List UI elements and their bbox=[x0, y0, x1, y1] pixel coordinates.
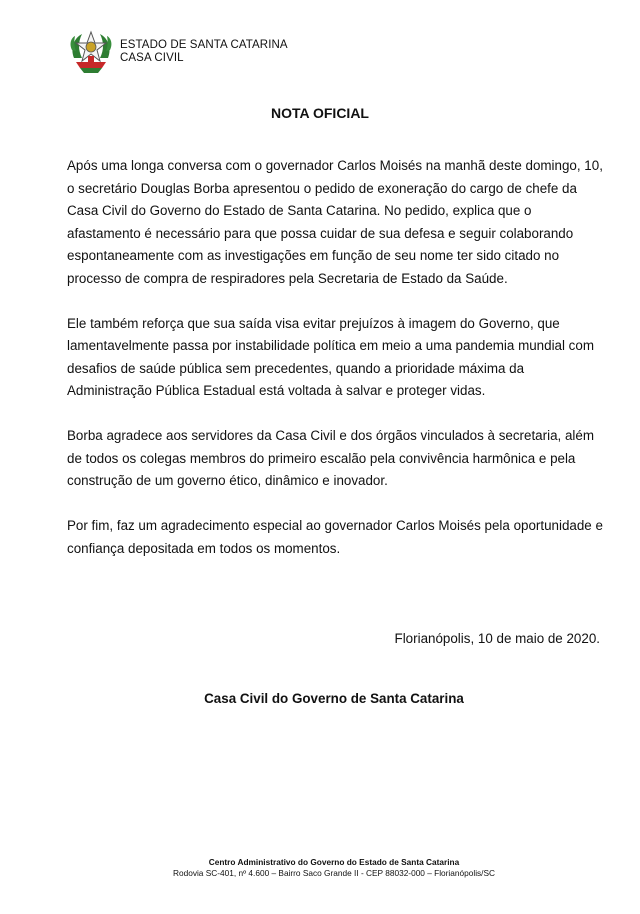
paragraph: Por fim, faz um agradecimento especial ao governador Carlos Moisés pela oportunidade e confiança depositada em todos os momentos. bbox=[67, 518, 603, 556]
paragraph: Ele também reforça que sua saída visa evitar prejuízos à imagem do Governo, que lamentavelmente passa por instabilidade política em meio a uma pandemia mundial com desafios de saúde pública sem precedentes, quando a prioridade máxima da Administração Pública Estadual está voltada à salvar e proteger vidas. bbox=[67, 315, 594, 398]
footer-institution: Centro Administrativo do Governo do Estado de Santa Catarina bbox=[208, 857, 460, 867]
date-line: Florianópolis, 10 de maio de 2020. bbox=[394, 631, 600, 646]
paragraph: Após uma longa conversa com o governador Carlos Moisés na manhã deste domingo, 10, o secretário Douglas Borba apresentou o pedido de exoneração do cargo de chefe da Casa Civil do Governo do Estado de Santa Catarina. No pedido, explica que o afastamento é necessário para que possa cuidar de sua defesa e seguir colaborando espontaneamente com as investigações em função de seu nome ter sido citado no processo de compra de respiradores pela Secretaria de Estado da Saúde. bbox=[67, 158, 603, 286]
signature: Casa Civil do Governo de Santa Catarina bbox=[204, 691, 464, 706]
paragraph: Borba agradece aos servidores da Casa Civil e dos órgãos vinculados à secretaria, além de todos os colegas membros do primeiro escalão pela convivência harmônica e pela construção de um governo ético, dinâmico e inovador. bbox=[67, 428, 594, 488]
footer bbox=[0, 857, 640, 878]
coat-of-arms-icon bbox=[68, 28, 114, 76]
department-name: CASA CIVIL bbox=[120, 52, 184, 64]
note-body bbox=[67, 155, 603, 583]
page-title: NOTA OFICIAL bbox=[271, 105, 369, 121]
footer-address: Rodovia SC-401, nº 4.600 – Bairro Saco Grande II - CEP 88032-000 – Florianópolis/SC bbox=[172, 867, 496, 878]
state-name: ESTADO DE SANTA CATARINA bbox=[120, 39, 288, 51]
letterhead bbox=[68, 28, 288, 76]
